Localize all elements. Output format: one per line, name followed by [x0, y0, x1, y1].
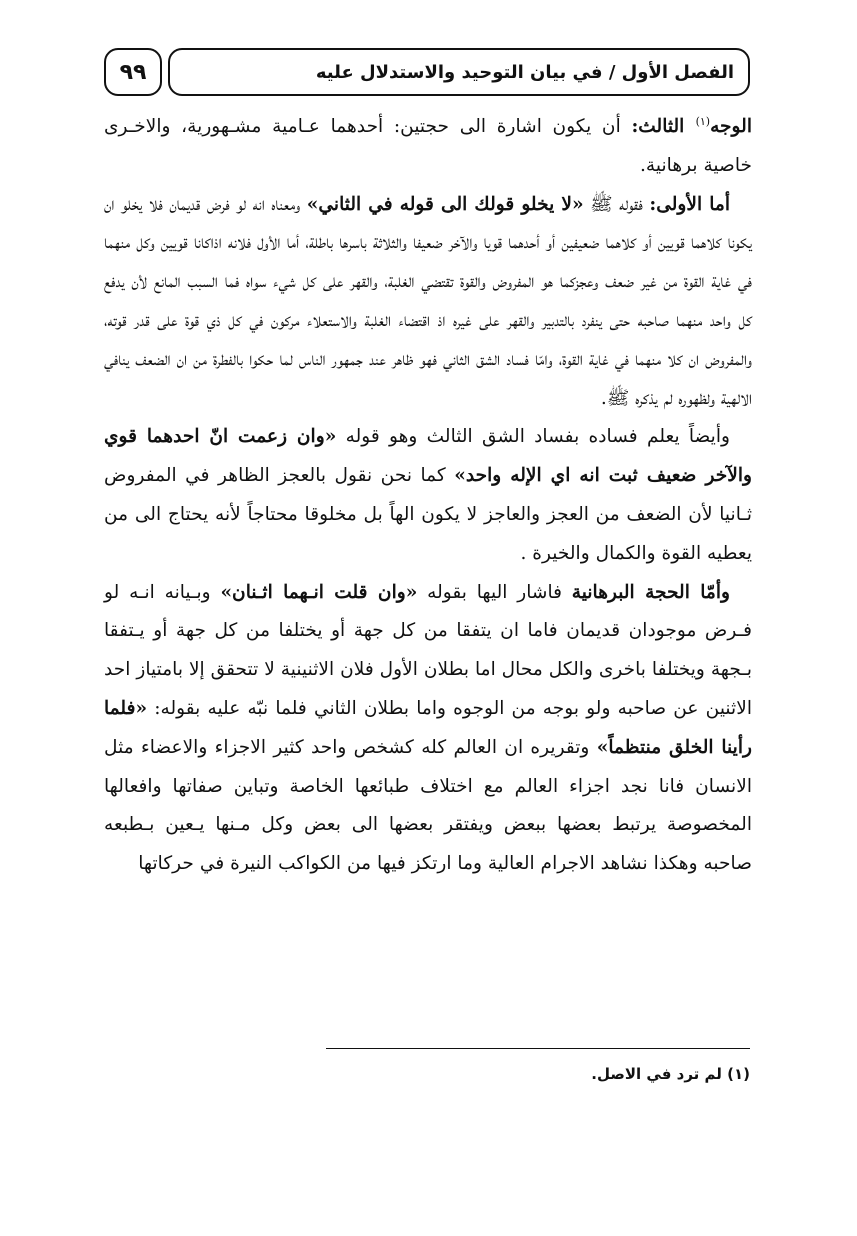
- paragraph-2: [104, 186, 752, 419]
- bold-lead: وأمّا الحجة البرهانية: [571, 581, 731, 603]
- bold-quote: «لا يخلو قولك الى قوله في الثاني»: [306, 193, 584, 215]
- bold-quote: «وان زعمت انّ احدهما قوي والآخر ضعيف ثبت انه اي الإله واحد»: [104, 426, 752, 487]
- paragraph-1: [104, 108, 752, 186]
- running-header: [104, 48, 750, 98]
- paragraph-text: وبـيانه انـه لو فـرض موجودان قديمان فاما ان يتفقا من كل جهة أو يختلفا من كل جهة أو يـتفقا بـجهة ويختلفا باخرى والكل محال اما بطلان الأول فلان الاثنينية لا تتحقق إلا بامتياز احد الاثنين عن صاحبه ولو بوجه من الوجوه واما بطلان الثاني فلما نبّه عليه بقوله:: [104, 581, 752, 719]
- main-text: [104, 108, 752, 884]
- bold-quote: «وان قلت انـهما اثـنان»: [220, 581, 418, 603]
- paragraph-text: وتقريره ان العالم كله كشخص واحد كثير الاجزاء والاعضاء مثل الانسان فانا نجد اجزاء العالم مع اختلاف طبائعها الخاصة وتباين صفاتها وافعالها المخصوصة يرتبط بعضها ببعض ويفتقر بعضها الى بعض وكل مـنها يـعين بـطبعه صاحبه وهكذا نشاهد الاجرام العالية وما ارتكز فيها من الكواكب النيرة في حركاتها: [104, 736, 752, 875]
- paragraph-text: فقوله ﷺ: [583, 193, 650, 215]
- paragraph-text: وأيضاً يعلم فساده بفساد الشق الثالث وهو قوله: [336, 426, 730, 448]
- page-number: ٩٩: [104, 48, 162, 96]
- paragraph-text: ومعناه انه لو فرض قديمان فلا يخلو ان يكونا كلاهما قويين أو كلاهما ضعيفين أو أحدهما قويا والآخر ضعيفا والثلاثة باسرها باطلة، أما الأول فلانه اذاكانا قويين وكل منهما في غاية القوة من غير ضعف وعجزكما هو المفروض والقوة تقتضي الغلبة، والقهر على كل شيء سواه فما السبب المانع لأن يدفع كل واحد منهما صاحبه حتى ينفرد بالتدبير والقهر على غيره اذ اقتضاء الغلبة والاستعلاء مركون في كل ذي قوة على قدر قوته، والمفروض ان كلا منهما في غاية القوة، وامّا فساد الشق الثاني فهو ظاهر عند جمهور الناس لما حكوا بالفطرة من ان الضعف ينافي الالهية ولظهوره لم يذكره ﷺ.: [104, 193, 752, 409]
- bold-lead: أما الأولى:: [649, 193, 730, 215]
- chapter-title: الفصل الأول / في بيان التوحيد والاستدلال عليه: [168, 48, 750, 96]
- paragraph-text: كما نحن نقول بالعجز الظاهر في المفروض ثـانيا لأن الضعف من العجز والعاجز لا يكون الهاً بل مخلوقا محتاجاً لأنه يحتاج الى من يعطيه القوة والكمال والخيرة .: [104, 465, 752, 564]
- paragraph-3: [104, 418, 752, 573]
- bold-lead: الثالث:: [631, 116, 696, 137]
- footnote: (١) لم ترد في الاصل.: [591, 1065, 750, 1083]
- footnote-reference: (١): [695, 114, 711, 128]
- footnote-divider: [326, 1048, 750, 1049]
- bold-lead: الوجه: [710, 116, 752, 137]
- paragraph-text: أن يكون اشارة الى حجتين: أحدهما عـامية مشـهورية، والاخـرى خاصية برهانية.: [104, 116, 752, 176]
- paragraph-4: [104, 574, 752, 884]
- bold-quote: «فلما رأينا الخلق منتظماً»: [104, 697, 752, 758]
- paragraph-text: فاشار اليها بقوله: [417, 581, 572, 603]
